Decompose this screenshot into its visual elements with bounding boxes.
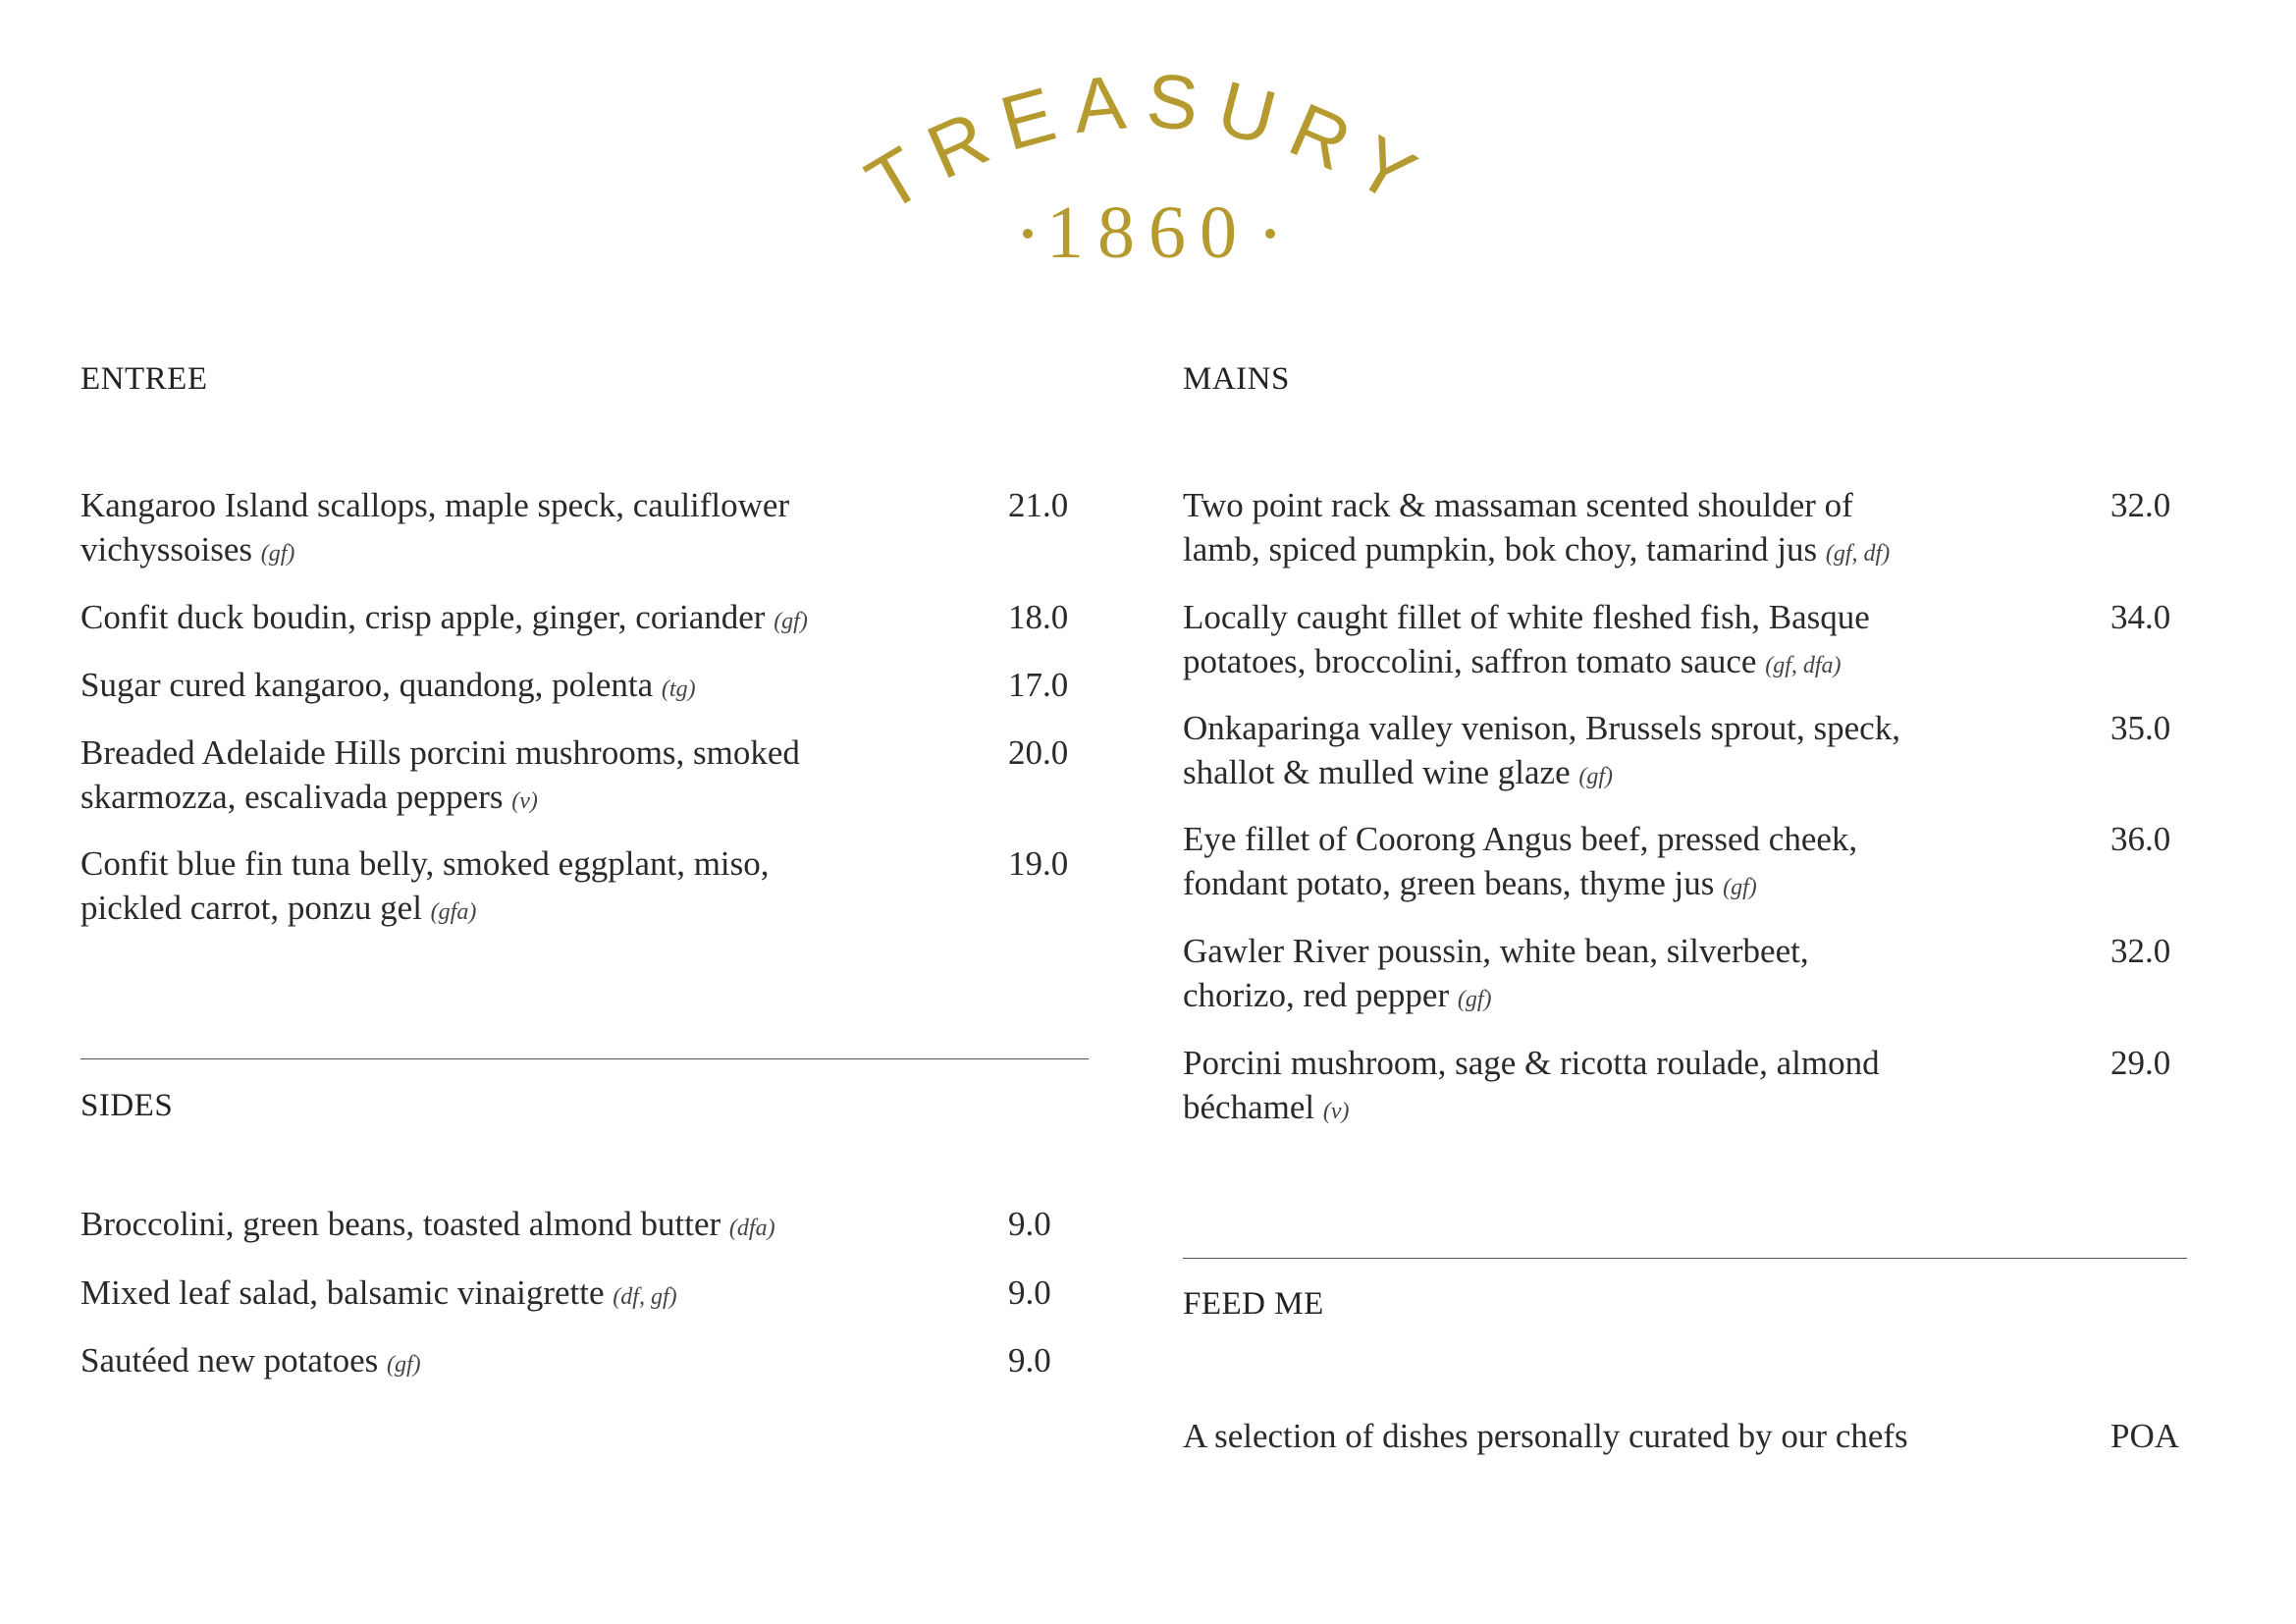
logo-mark: [852, 56, 1445, 285]
menu-item-price: 9.0: [1008, 1205, 1051, 1243]
feed-me-title: FEED ME: [1183, 1286, 1324, 1322]
dietary-tag: (gfa): [430, 899, 477, 925]
menu-item-price: 32.0: [2110, 486, 2171, 524]
menu-item-text: Broccolini, green beans, toasted almond butter: [80, 1205, 721, 1243]
menu-item-text: Sugar cured kangaroo, quandong, polenta: [80, 666, 654, 704]
menu-item-description: [80, 1202, 827, 1251]
logo-dot-left: [1023, 229, 1033, 239]
treasury-1860-logo: [0, 0, 2296, 295]
menu-item-description: [1183, 1041, 1929, 1134]
menu-item-description: [1183, 706, 1929, 799]
menu-item-description: [1183, 817, 1929, 910]
dietary-tag: (gf, df): [1825, 541, 1891, 567]
menu-item-price: 32.0: [2110, 932, 2171, 970]
dietary-tag: (tg): [661, 677, 696, 702]
mains-title: MAINS: [1183, 361, 1290, 397]
dietary-tag: (gf): [1457, 987, 1492, 1012]
menu-item-price: 36.0: [2110, 820, 2171, 858]
menu-item-price: 18.0: [1008, 598, 1069, 636]
dietary-tag: (v): [1322, 1099, 1350, 1124]
menu-item-text: Porcini mushroom, sage & ricotta roulade, almond béchamel: [1183, 1044, 1880, 1126]
menu-item-description: [1183, 483, 1929, 576]
menu-item-description: [80, 1338, 827, 1387]
menu-item-price: 19.0: [1008, 844, 1069, 883]
entree-title: ENTREE: [80, 361, 208, 397]
dietary-tag: (v): [511, 788, 538, 814]
menu-item-text: Confit duck boudin, crisp apple, ginger, coriander: [80, 598, 766, 636]
menu-item-description: [1183, 1414, 1929, 1458]
menu-item-text: Gawler River poussin, white bean, silverbeet, chorizo, red pepper: [1183, 932, 1809, 1014]
menu-item-price: 9.0: [1008, 1273, 1051, 1312]
menu-item-text: Eye fillet of Coorong Angus beef, pressed cheek, fondant potato, green beans, thyme jus: [1183, 820, 1858, 902]
divider-mains-feedme: [1183, 1258, 2187, 1259]
dietary-tag: (gf): [260, 541, 295, 567]
menu-item-price: POA: [2110, 1417, 2180, 1455]
menu-item-price: 34.0: [2110, 598, 2171, 636]
menu-item-description: [80, 663, 827, 712]
menu-item-text: Two point rack & massaman scented shoulder of lamb, spiced pumpkin, bok choy, tamarind jus: [1183, 486, 1853, 568]
dietary-tag: (dfa): [728, 1216, 775, 1241]
menu-item-text: Onkaparinga valley venison, Brussels sprout, speck, shallot & mulled wine glaze: [1183, 709, 1900, 791]
menu-item-price: 9.0: [1008, 1341, 1051, 1380]
logo-year: 1860: [1046, 191, 1251, 274]
menu-item-text: Sautéed new potatoes: [80, 1341, 379, 1380]
menu-item-price: 35.0: [2110, 709, 2171, 747]
menu-item-text: Kangaroo Island scallops, maple speck, cauliflower vichyssoises: [80, 486, 790, 568]
dietary-tag: (gf): [387, 1352, 421, 1378]
menu-item-price: 21.0: [1008, 486, 1069, 524]
menu-item-description: [80, 483, 827, 576]
sides-title: SIDES: [80, 1088, 174, 1123]
menu-item-price: 29.0: [2110, 1044, 2171, 1082]
dietary-tag: (gf): [1578, 764, 1614, 789]
menu-item-description: [80, 731, 827, 824]
divider-entree-sides: [80, 1058, 1089, 1059]
menu-item-price: 17.0: [1008, 666, 1069, 704]
dietary-tag: (gf, dfa): [1765, 653, 1842, 678]
logo-wordmark: TREASURY: [852, 56, 1445, 229]
dietary-tag: (gf): [774, 609, 808, 634]
menu-item-description: [1183, 595, 1929, 688]
menu-item-description: [80, 1271, 827, 1320]
menu-item-text: Mixed leaf salad, balsamic vinaigrette: [80, 1273, 605, 1312]
menu-item-text: Breaded Adelaide Hills porcini mushrooms, smoked skarmozza, escalivada peppers: [80, 733, 800, 816]
menu-item-text: A selection of dishes personally curated by our chefs: [1183, 1417, 1908, 1455]
menu-item-text: Confit blue fin tuna belly, smoked eggplant, miso, pickled carrot, ponzu gel: [80, 844, 770, 927]
menu-item-price: 20.0: [1008, 733, 1069, 772]
dietary-tag: (gf): [1723, 875, 1757, 900]
logo-dot-right: [1265, 229, 1275, 239]
menu-item-description: [1183, 929, 1929, 1022]
menu-item-description: [80, 841, 827, 935]
dietary-tag: (df, gf): [613, 1284, 677, 1310]
menu-item-text: Locally caught fillet of white fleshed fish, Basque potatoes, broccolini, saffron tomato sauce: [1183, 598, 1870, 680]
menu-item-description: [80, 595, 827, 644]
